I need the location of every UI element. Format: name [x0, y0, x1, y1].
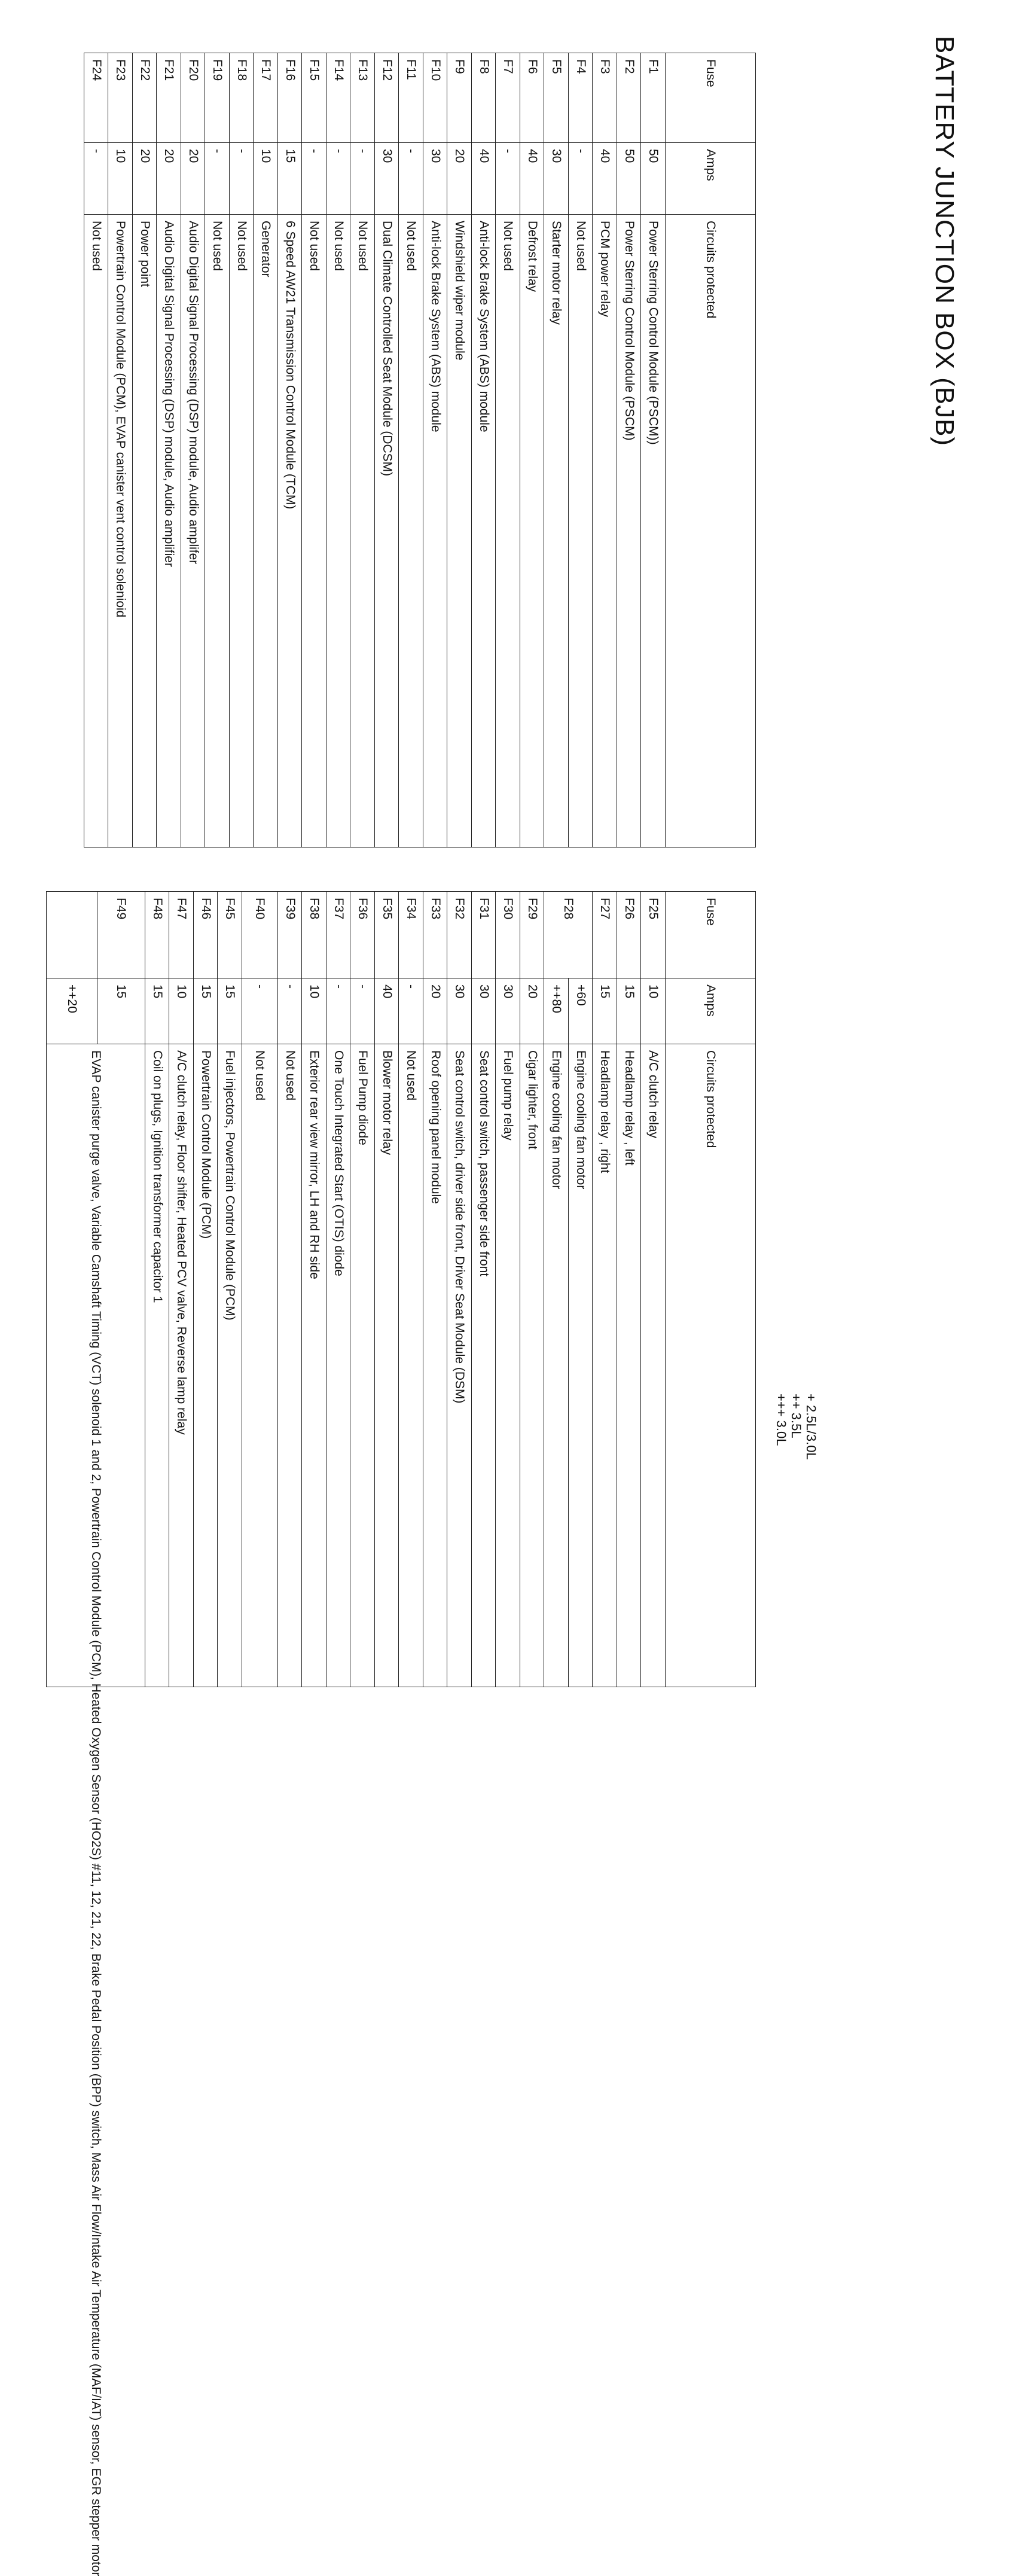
fuse-id: F22 [133, 53, 157, 143]
fuse-circuit: Not used [302, 215, 327, 848]
table-row [399, 892, 423, 1687]
fuse-table-1-body [84, 53, 666, 848]
fuse-circuit: Not used [327, 215, 351, 848]
fuse-circuit: Power Sterring Control Module (PSCM) [617, 215, 642, 848]
fuse-circuit: Cigar lighter, front [520, 1044, 545, 1687]
table-row [496, 892, 520, 1687]
fuse-amps: 15 [218, 978, 242, 1044]
fuse-id: F31 [472, 892, 496, 978]
fuse-amps: 20 [181, 143, 206, 215]
fuse-circuit: A/C clutch relay, Floor shifter, Heated PCV valve, Reverse lamp relay [169, 1044, 194, 1687]
table-row [569, 892, 593, 1687]
fuse-circuit: Engine cooling fan motor [569, 1044, 593, 1687]
fuse-id: F21 [157, 53, 181, 143]
fuse-circuit: Powertrain Control Module (PCM) [194, 1044, 218, 1687]
fuse-id: F1 [641, 53, 666, 143]
fuse-amps: 15 [194, 978, 218, 1044]
fuse-id: F39 [278, 892, 303, 978]
fuse-circuit: Fuel Pump diode [350, 1044, 375, 1687]
fuse-amps: 50 [641, 143, 666, 215]
fuse-circuit: Engine cooling fan motor [544, 1044, 569, 1687]
fuse-circuit: Powertrain Control Module (PCM), EVAP canister vent control solenioid [108, 215, 133, 848]
fuse-id: F23 [108, 53, 133, 143]
fuse-amps: 40 [375, 978, 399, 1044]
table-row [145, 892, 170, 1687]
fuse-id: F19 [205, 53, 230, 143]
fuse-id: F13 [350, 53, 375, 143]
fuse-amps: 20 [133, 143, 157, 215]
fuse-circuit: Not used [84, 215, 109, 848]
fuse-circuit: Generator [254, 215, 278, 848]
fuse-circuit: Not used [569, 215, 593, 848]
fuse-circuit: Headlamp relay , right [593, 1044, 617, 1687]
table-row [544, 892, 569, 1687]
fuse-circuit: Anti-lock Brake System (ABS) module [472, 215, 496, 848]
fuse-circuit: Starter motor relay [544, 215, 569, 848]
fuse-amps: - [399, 143, 423, 215]
fuse-id: F17 [254, 53, 278, 143]
table-row [350, 53, 375, 848]
fuse-circuit: Seat control switch, driver side front, Driver Seat Module (DSM) [447, 1044, 472, 1687]
fuse-id: F45 [218, 892, 242, 978]
fuse-id: F49 [97, 892, 145, 978]
table-row [278, 892, 303, 1687]
table-row [350, 892, 375, 1687]
table-row [194, 892, 218, 1687]
fuse-amps: - [84, 143, 109, 215]
fuse-circuit: EVAP canister purge valve, Variable Camshaft Timing (VCT) solenoid 1 and 2, Powertrain Control Module (PCM), Heated Oxygen Sensor (HO2S) #11, 12, 21, 22, Brake Pedal Position (BPP) switch, Mass Air Flow/Intake Air Temperature (MAF/IAT) sensor, EGR stepper motor [47, 1044, 145, 1687]
fuse-amps: 15 [97, 978, 145, 1044]
fuse-id: F14 [327, 53, 351, 143]
table-row [423, 53, 448, 848]
header-fuse: Fuse [666, 892, 756, 978]
fuse-amps: 50 [617, 143, 642, 215]
fuse-amps: 30 [496, 978, 520, 1044]
table-row [399, 53, 423, 848]
fuse-id: F48 [145, 892, 170, 978]
table-row [544, 53, 569, 848]
fuse-amps: 10 [108, 143, 133, 215]
fuse-amps: 30 [447, 978, 472, 1044]
fuse-id: F46 [194, 892, 218, 978]
fuse-amps: 30 [423, 143, 448, 215]
fuse-amps: - [569, 143, 593, 215]
table-row [569, 53, 593, 848]
fuse-circuit: Fuel pump relay [496, 1044, 520, 1687]
fuse-circuit: Not used [278, 1044, 303, 1687]
page-title: BATTERY JUNCTION BOX (BJB) [930, 36, 959, 447]
fuse-amps: - [327, 143, 351, 215]
fuse-amps: - [399, 978, 423, 1044]
fuse-id: F28 [544, 892, 593, 978]
fuse-circuit: A/C clutch relay [641, 1044, 666, 1687]
fuse-amps: 40 [520, 143, 545, 215]
fuse-amps: - [350, 143, 375, 215]
fuse-amps: 40 [472, 143, 496, 215]
fuse-id: F6 [520, 53, 545, 143]
table-row [375, 53, 399, 848]
legend-item: +++ 3.0L [774, 1394, 789, 1446]
footnote-legend [774, 1394, 819, 1460]
table-row [593, 53, 617, 848]
table-row [496, 53, 520, 848]
table-row [230, 53, 254, 848]
fuse-id: F38 [302, 892, 327, 978]
fuse-amps: 15 [145, 978, 170, 1044]
table-row [520, 53, 545, 848]
fuse-circuit: Exterior rear view mirror, LH and RH side [302, 1044, 327, 1687]
fuse-id: F5 [544, 53, 569, 143]
fuse-id: F27 [593, 892, 617, 978]
fuse-amps: 10 [254, 143, 278, 215]
fuse-circuit: Defrost relay [520, 215, 545, 848]
fuse-circuit: Not used [350, 215, 375, 848]
table-row [169, 892, 194, 1687]
fuse-amps: 10 [302, 978, 327, 1044]
fuse-id: F8 [472, 53, 496, 143]
fuse-amps: - [230, 143, 254, 215]
fuse-id: F29 [520, 892, 545, 978]
fuse-id: F35 [375, 892, 399, 978]
fuse-table-1 [84, 53, 756, 848]
table-row [375, 892, 399, 1687]
fuse-id: F20 [181, 53, 206, 143]
fuse-amps: 40 [593, 143, 617, 215]
fuse-amps: - [205, 143, 230, 215]
fuse-id: F34 [399, 892, 423, 978]
table-row [133, 53, 157, 848]
table-row [327, 892, 351, 1687]
fuse-circuit: Headlamp relay , left [617, 1044, 642, 1687]
fuse-circuit: Coil on plugs, Ignition transformer capacitor 1 [145, 1044, 170, 1687]
fuse-amps: ++80 [544, 978, 569, 1044]
table-row [254, 53, 278, 848]
fuse-amps: 10 [641, 978, 666, 1044]
fuse-circuit: Blower motor relay [375, 1044, 399, 1687]
fuse-amps: - [242, 978, 278, 1044]
fuse-amps: 10 [169, 978, 194, 1044]
fuse-amps: - [278, 978, 303, 1044]
fuse-amps: - [350, 978, 375, 1044]
table-row [447, 53, 472, 848]
fuse-circuit: Windshield wiper module [447, 215, 472, 848]
fuse-id: F15 [302, 53, 327, 143]
fuse-amps: 15 [593, 978, 617, 1044]
fuse-id: F10 [423, 53, 448, 143]
table-row [84, 53, 109, 848]
header-fuse: Fuse [666, 53, 756, 143]
fuse-id: F37 [327, 892, 351, 978]
fuse-amps: - [496, 143, 520, 215]
fuse-id: F12 [375, 53, 399, 143]
table-row [302, 53, 327, 848]
fuse-amps: ++20 [47, 978, 97, 1044]
fuse-id: F26 [617, 892, 642, 978]
fuse-circuit: Not used [205, 215, 230, 848]
fuse-id: F25 [641, 892, 666, 978]
fuse-id: F32 [447, 892, 472, 978]
fuse-id: F9 [447, 53, 472, 143]
fuse-id: F7 [496, 53, 520, 143]
table-row [302, 892, 327, 1687]
fuse-circuit: Power point [133, 215, 157, 848]
fuse-circuit: Roof opening panel module [423, 1044, 448, 1687]
table-row [617, 892, 642, 1687]
fuse-circuit: Seat control switch, passenger side front [472, 1044, 496, 1687]
header-amps: Amps [666, 143, 756, 215]
fuse-amps: 20 [157, 143, 181, 215]
fuse-circuit: Not used [242, 1044, 278, 1687]
fuse-id: F16 [278, 53, 303, 143]
fuse-id: F36 [350, 892, 375, 978]
table-row [593, 892, 617, 1687]
table-row [472, 53, 496, 848]
fuse-circuit: Anti-lock Brake System (ABS) module [423, 215, 448, 848]
fuse-id: F33 [423, 892, 448, 978]
fuse-amps: 20 [423, 978, 448, 1044]
table-row [278, 53, 303, 848]
fuse-circuit: PCM power relay [593, 215, 617, 848]
fuse-amps: 20 [447, 143, 472, 215]
fuse-circuit: Not used [399, 1044, 423, 1687]
table-row [205, 53, 230, 848]
table-row [447, 892, 472, 1687]
fuse-amps: 15 [278, 143, 303, 215]
fuse-amps: 30 [375, 143, 399, 215]
fuse-circuit: Not used [496, 215, 520, 848]
fuse-amps: 30 [472, 978, 496, 1044]
table-row [157, 53, 181, 848]
header-circuits: Circuits protected [666, 1044, 756, 1687]
header-circuits: Circuits protected [666, 215, 756, 848]
table-row [472, 892, 496, 1687]
fuse-id: F30 [496, 892, 520, 978]
fuse-id: F18 [230, 53, 254, 143]
table-row [327, 53, 351, 848]
table-row [617, 53, 642, 848]
table-row [641, 892, 666, 1687]
table-row [108, 53, 133, 848]
fuse-circuit: 6 Speed AW21 Transmission Control Module (TCM) [278, 215, 303, 848]
fuse-id: F2 [617, 53, 642, 143]
fuse-circuit: Dual Climate Controlled Seat Module (DCSM) [375, 215, 399, 848]
legend-item: ++ 3.5L [789, 1394, 804, 1438]
fuse-circuit: Power Sterring Control Module (PSCM)) [641, 215, 666, 848]
table-row [181, 53, 206, 848]
fuse-circuit: Fuel injectors, Powertrain Control Module (PCM) [218, 1044, 242, 1687]
fuse-id: F47 [169, 892, 194, 978]
table-row [423, 892, 448, 1687]
legend-item: + 2.5L/3.0L [804, 1394, 819, 1460]
fuse-circuit: Not used [230, 215, 254, 848]
table-row [520, 892, 545, 1687]
fuse-amps: +60 [569, 978, 593, 1044]
fuse-amps: - [327, 978, 351, 1044]
table-row [242, 892, 278, 1687]
fuse-circuit: Audio Digital Signal Processing (DSP) module, Audio amplifier [157, 215, 181, 848]
fuse-amps: 30 [544, 143, 569, 215]
table-row [97, 892, 145, 1687]
fuse-id-empty [47, 892, 97, 978]
fuse-id: F24 [84, 53, 109, 143]
fuse-id: F4 [569, 53, 593, 143]
fuse-id: F11 [399, 53, 423, 143]
fuse-amps: 20 [520, 978, 545, 1044]
fuse-amps: - [302, 143, 327, 215]
fuse-circuit: Not used [399, 215, 423, 848]
fuse-circuit: One Touch Integrated Start (OTIS) diode [327, 1044, 351, 1687]
table-row [218, 892, 242, 1687]
fuse-amps: 15 [617, 978, 642, 1044]
fuse-id: F40 [242, 892, 278, 978]
fuse-id: F3 [593, 53, 617, 143]
table-row [641, 53, 666, 848]
fuse-table-2 [46, 891, 756, 2576]
header-amps: Amps [666, 978, 756, 1044]
fuse-circuit: Audio Digital Signal Processing (DSP) module, Audio amplifer [181, 215, 206, 848]
